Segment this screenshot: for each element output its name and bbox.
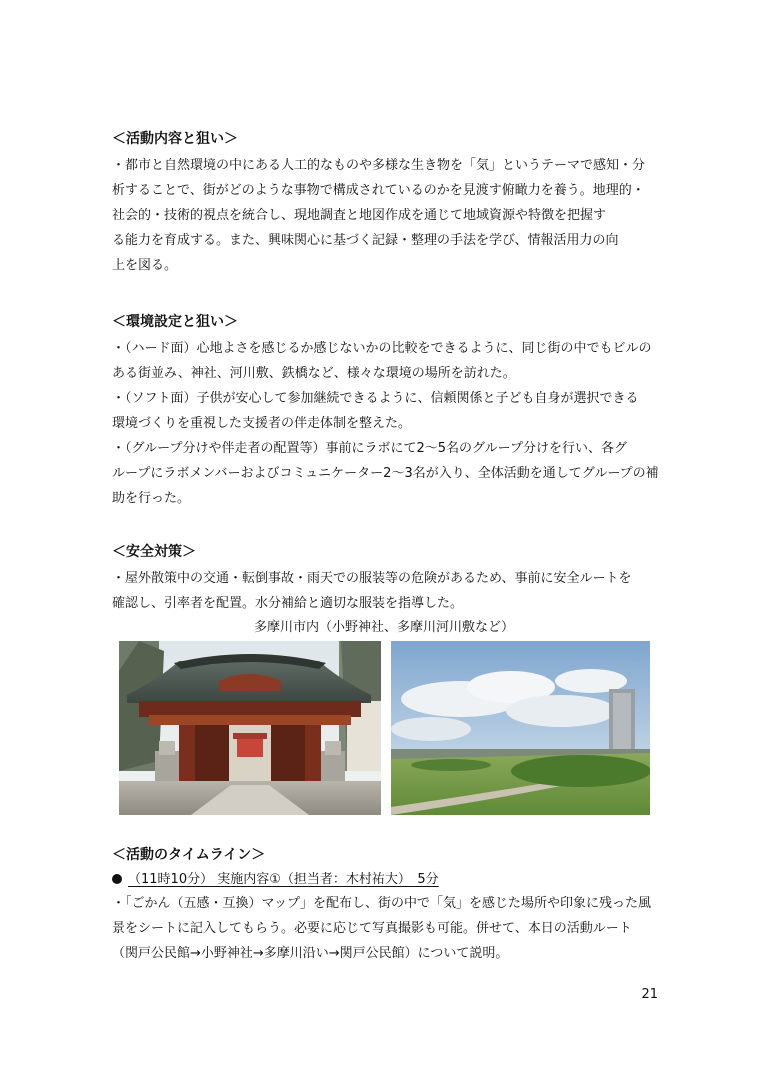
- riverbank-illustration: [391, 641, 650, 815]
- timeline-entry-text: （11時10分） 実施内容①（担当者：木村祐大） 5分: [128, 872, 439, 887]
- environment-line: ・（グループ分けや伴走者の配置等）事前にラボにて2～5名のグループ分けを行い、各グ: [112, 441, 627, 456]
- activity-heading: ＜活動内容と狙い＞: [112, 131, 238, 147]
- timeline-heading: ＜活動のタイムライン＞: [112, 847, 266, 863]
- timeline-line: （関戸公民館→小野神社→多摩川沿い→関戸公民館）について説明。: [112, 946, 509, 961]
- activity-line: 社会的・技術的視点を統合し、現地調査と地図作成を通じて地域資源や特徴を把握す: [112, 208, 607, 223]
- environment-line: ・（ソフト面）子供が安心して参加継続できるように、信頼関係と子ども自身が選択できる: [112, 391, 639, 406]
- safety-paragraph: [112, 566, 662, 616]
- timeline-line: 景をシートに記入してもらう。必要に応じて写真撮影も可能。併せて、本日の活動ルート: [112, 921, 632, 936]
- environment-line: ある街並み、神社、河川敷、鉄橋など、様々な環境の場所を訪れた。: [112, 366, 516, 381]
- environment-line: ・（ハード面）心地よさを感じるか感じないかの比較をできるように、同じ街の中でもビルの: [112, 341, 652, 356]
- timeline-entry: [112, 869, 662, 891]
- riverbank-photo: [391, 641, 650, 815]
- environment-heading: ＜環境設定と狙い＞: [112, 314, 238, 330]
- shrine-gate-illustration: [119, 641, 381, 815]
- environment-line: ループにラボメンバーおよびコミュニケーター2～3名が入り、全体活動を通してグループの補: [112, 466, 659, 481]
- page-number: 21: [641, 987, 658, 1002]
- activity-line: る能力を育成する。また、興味関心に基づく記録・整理の手法を学び、情報活用力の向: [112, 233, 619, 248]
- timeline-paragraph: [112, 891, 662, 966]
- activity-section: [112, 127, 662, 278]
- environment-line: 助を行った。: [112, 491, 191, 506]
- activity-line: ・都市と自然環境の中にある人工的なものや多様な生き物を「気」というテーマで感知・分: [112, 158, 646, 173]
- shrine-photo: [119, 641, 381, 815]
- activity-line: 上を図る。: [112, 258, 178, 273]
- safety-heading: ＜安全対策＞: [112, 544, 196, 560]
- safety-line: 確認し、引率者を配置。水分補給と適切な服装を指導した。: [112, 596, 464, 611]
- environment-paragraph: [112, 336, 662, 511]
- photo-caption: 多摩川市内（小野神社、多摩川河川敷など）: [253, 620, 514, 635]
- timeline-line: ・「ごかん（五感・互換）マップ」を配布し、街の中で「気」を感じた場所や印象に残った風: [112, 896, 651, 911]
- activity-line: 析することで、街がどのような事物で構成されているのかを見渡す俯瞰力を養う。地理的・: [112, 183, 645, 198]
- environment-section: [112, 310, 662, 511]
- safety-line: ・屋外散策中の交通・転倒事故・雨天での服装等の危険があるため、事前に安全ルートを: [112, 571, 632, 586]
- activity-paragraph: [112, 153, 662, 278]
- safety-section: [112, 540, 662, 616]
- timeline-section: [112, 843, 662, 966]
- bullet-dot-icon: [112, 874, 122, 884]
- environment-line: 環境づくりを重視した支援者の伴走体制を整えた。: [112, 416, 412, 431]
